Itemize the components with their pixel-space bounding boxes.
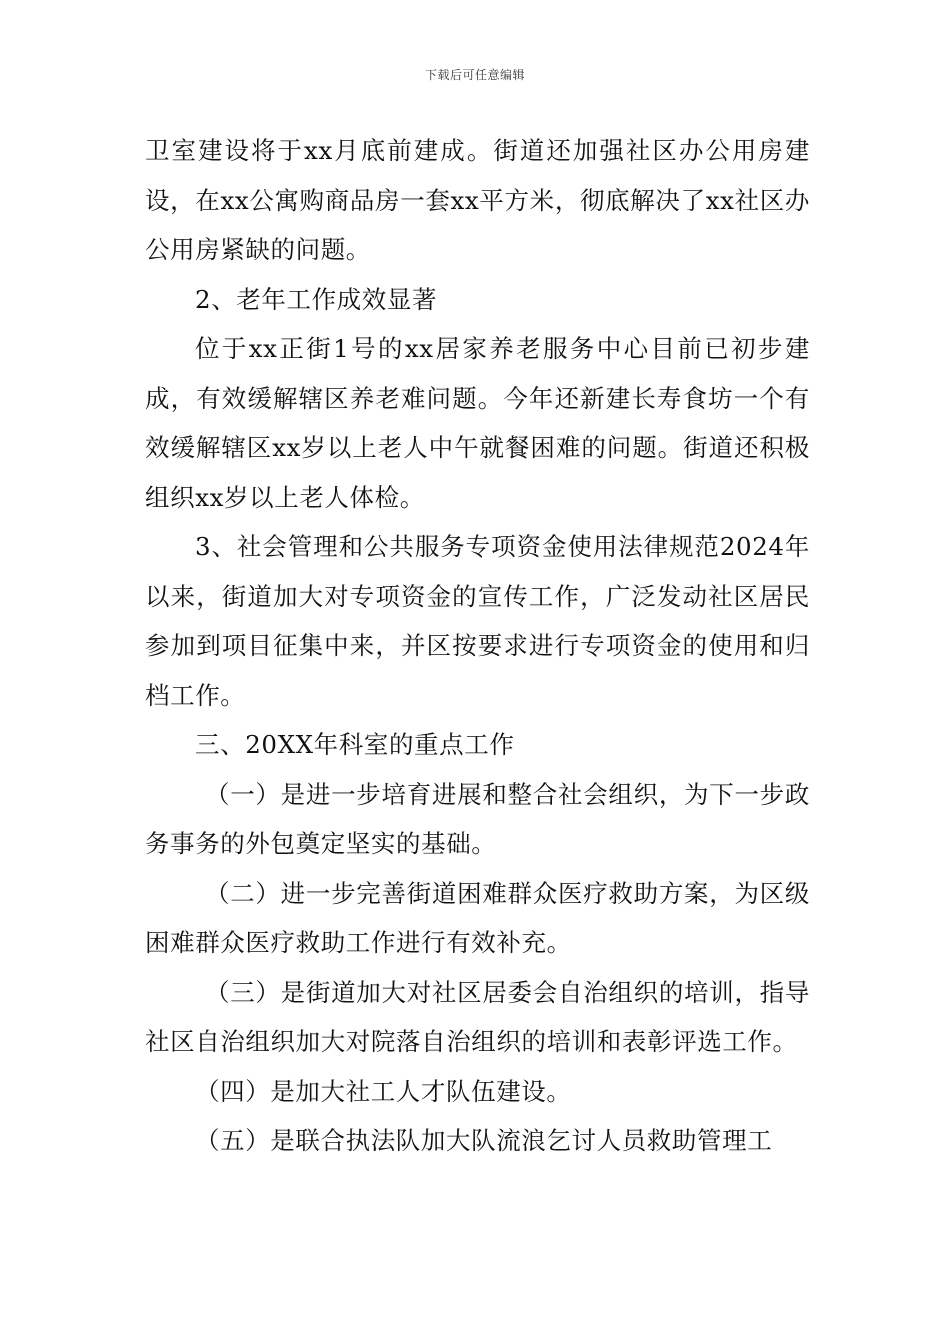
paragraph-special-funds: 3、社会管理和公共服务专项资金使用法律规范2024年以来，街道加大对专项资金的宣传工作，广泛发动社区居民参加到项目征集中来，并区按要求进行专项资金的使用和归档工作。 <box>145 532 810 710</box>
page-header: 下载后可任意编辑 <box>424 68 525 82</box>
list-item-3: （三）是街道加大对社区居委会自治组织的培训，指导社区自治组织加大对院落自治组织的培训和表彰评选工作。 <box>145 977 810 1056</box>
section-heading-key-work: 三、20XX年科室的重点工作 <box>195 730 515 759</box>
list-item-2: （二）进一步完善街道困难群众医疗救助方案，为区级困难群众医疗救助工作进行有效补充。 <box>145 878 810 957</box>
list-item-1: （一）是进一步培育进展和整合社会组织，为下一步政务事务的外包奠定坚实的基础。 <box>145 779 810 858</box>
paragraph-elderly-service-center: 位于xx正街1号的xx居家养老服务中心目前已初步建成，有效缓解辖区养老难问题。今年还新建长寿食坊一个有效缓解辖区xx岁以上老人中午就餐困难的问题。街道还积极组织xx岁以上老人体检。 <box>145 334 810 512</box>
document-body <box>145 126 810 1166</box>
section-heading-elderly-work: 2、老年工作成效显著 <box>195 284 438 314</box>
list-item-4: （四）是加大社工人才队伍建设。 <box>195 1076 572 1106</box>
list-item-5: （五）是联合执法队加大队流浪乞讨人员救助管理工 <box>195 1126 773 1155</box>
paragraph-office-construction: 卫室建设将于xx月底前建成。街道还加强社区办公用房建设，在xx公寓购商品房一套xx平方米，彻底解决了xx社区办公用房紧缺的问题。 <box>145 136 810 264</box>
